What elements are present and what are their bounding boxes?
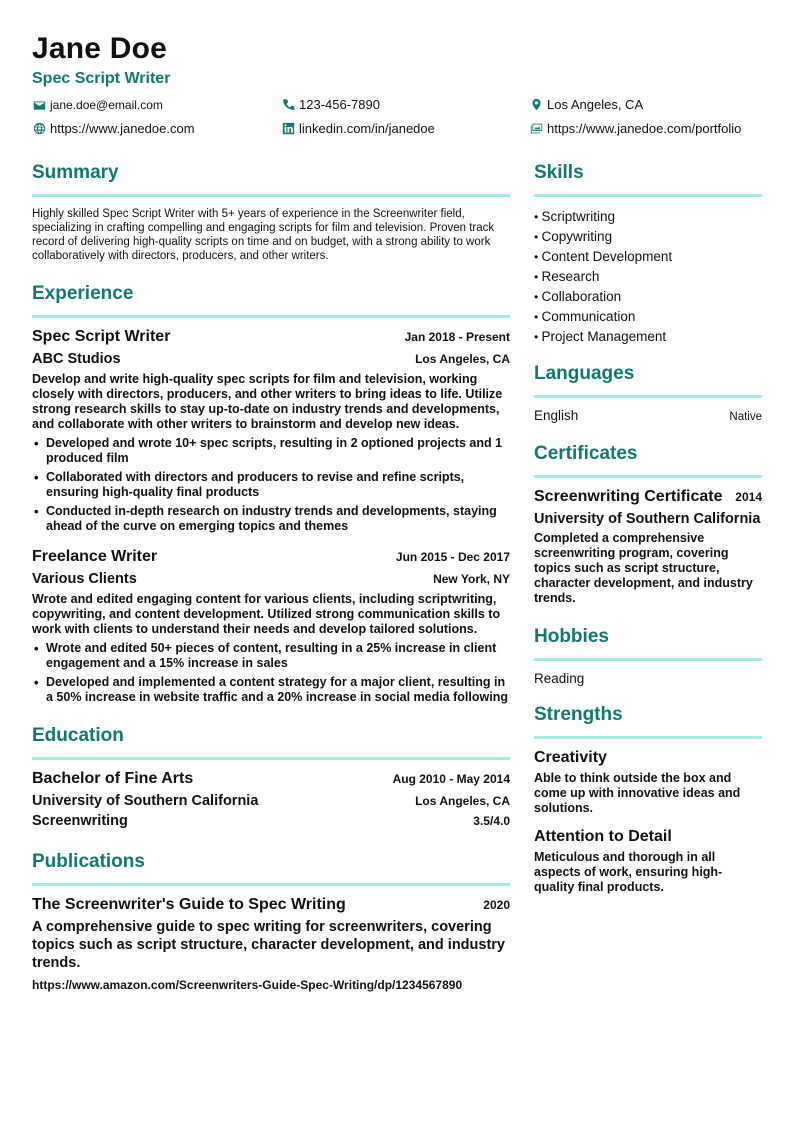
email-icon bbox=[32, 98, 46, 112]
education-heading: Education bbox=[32, 725, 124, 746]
education-section bbox=[32, 723, 510, 829]
location-text: Los Angeles, CA bbox=[547, 97, 644, 112]
school-location: Los Angeles, CA bbox=[415, 794, 510, 808]
job-location: New York, NY bbox=[433, 572, 510, 586]
strength-name: Creativity bbox=[534, 749, 607, 766]
skill-item: • Collaboration bbox=[534, 287, 762, 307]
certificate-description: Completed a comprehensive screenwriting program, covering topics such as script structure, character development, and industry trends. bbox=[534, 531, 753, 605]
certificates-heading: Certificates bbox=[534, 443, 638, 464]
languages-heading: Languages bbox=[534, 363, 635, 384]
strength-name: Attention to Detail bbox=[534, 828, 672, 845]
achievement-item: • Wrote and edited 50+ pieces of content, resulting in a 25% increase in client engagement and a 15% increase in sales bbox=[32, 641, 510, 671]
publications-heading: Publications bbox=[32, 851, 145, 872]
skills-section bbox=[534, 160, 762, 347]
job-location: Los Angeles, CA bbox=[415, 352, 510, 366]
publications-section bbox=[32, 849, 510, 992]
skill-item: • Research bbox=[534, 267, 762, 287]
section-divider bbox=[32, 315, 510, 318]
job-achievements bbox=[32, 641, 510, 705]
field-of-study: Screenwriting bbox=[32, 813, 128, 829]
degree-name: Bachelor of Fine Arts bbox=[32, 770, 194, 787]
sidebar-column bbox=[534, 160, 762, 895]
job-description: Develop and write high-quality spec scripts for film and television, working closely with directors, producers, and other writers to bring ideas to life. Utilize strong research skills to stay up-to-date on industry trends and developments, and collaborate with other writers to brainstorm and develop new ideas. bbox=[32, 372, 503, 431]
email-text: jane.doe@email.com bbox=[50, 98, 163, 112]
contact-linkedin[interactable] bbox=[281, 121, 435, 136]
skill-item: • Copywriting bbox=[534, 227, 762, 247]
candidate-title: Spec Script Writer bbox=[32, 70, 171, 87]
publication-year: 2020 bbox=[483, 898, 510, 912]
linkedin-link: linkedin.com/in/janedoe bbox=[299, 121, 435, 136]
summary-section bbox=[32, 160, 510, 263]
portfolio-icon bbox=[529, 122, 543, 136]
hobbies-heading: Hobbies bbox=[534, 626, 609, 647]
summary-heading: Summary bbox=[32, 162, 119, 183]
hobbies-section bbox=[534, 624, 762, 686]
company-name: Various Clients bbox=[32, 571, 137, 587]
candidate-name: Jane Doe bbox=[32, 32, 167, 65]
skill-item: • Communication bbox=[534, 307, 762, 327]
language-level: Native bbox=[729, 411, 762, 423]
certificates-section bbox=[534, 441, 762, 606]
linkedin-icon bbox=[281, 122, 295, 136]
phone-icon bbox=[281, 98, 295, 112]
skill-item: • Project Management bbox=[534, 327, 762, 347]
achievement-item: • Developed and implemented a content strategy for a major client, resulting in a 50% increase in website traffic and a 20% increase in social media following bbox=[32, 675, 510, 705]
globe-icon bbox=[32, 122, 46, 136]
gpa: 3.5/4.0 bbox=[473, 814, 510, 828]
portfolio-link: https://www.janedoe.com/portfolio bbox=[547, 121, 742, 136]
language-name: English bbox=[534, 408, 579, 423]
website-link: https://www.janedoe.com bbox=[50, 121, 195, 136]
section-divider bbox=[534, 658, 762, 661]
strengths-section bbox=[534, 702, 762, 895]
job-dates: Jan 2018 - Present bbox=[404, 330, 510, 344]
experience-heading: Experience bbox=[32, 283, 134, 304]
section-divider bbox=[32, 757, 510, 760]
main-column bbox=[32, 160, 510, 992]
skill-item: • Content Development bbox=[534, 247, 762, 267]
contact-phone[interactable] bbox=[281, 97, 380, 112]
certificate-issuer: University of Southern California bbox=[534, 511, 761, 527]
education-dates: Aug 2010 - May 2014 bbox=[392, 772, 510, 786]
strength-description: Meticulous and thorough in all aspects of work, ensuring high-quality final products. bbox=[534, 850, 723, 894]
section-divider bbox=[32, 194, 510, 197]
job-title: Freelance Writer bbox=[32, 548, 158, 565]
hobby-item: Reading bbox=[534, 671, 585, 686]
contact-email[interactable] bbox=[32, 98, 163, 112]
location-pin-icon bbox=[529, 98, 543, 112]
section-divider bbox=[534, 395, 762, 398]
languages-section bbox=[534, 361, 762, 423]
company-name: ABC Studios bbox=[32, 351, 121, 367]
strength-entry bbox=[534, 749, 762, 816]
school-name: University of Southern California bbox=[32, 793, 259, 809]
publication-link[interactable]: https://www.amazon.com/Screenwriters-Guide-Spec-Writing/dp/1234567890 bbox=[32, 978, 463, 992]
achievement-item: • Developed and wrote 10+ spec scripts, resulting in 2 optioned projects and 1 produced film bbox=[32, 436, 510, 466]
achievement-item: • Conducted in-depth research on industry trends and developments, staying ahead of the curve on emerging topics and themes bbox=[32, 504, 510, 534]
job-achievements bbox=[32, 436, 510, 534]
contact-website[interactable] bbox=[32, 121, 195, 136]
section-divider bbox=[32, 883, 510, 886]
strengths-heading: Strengths bbox=[534, 704, 623, 725]
strength-entry bbox=[534, 828, 762, 895]
experience-entry bbox=[32, 328, 510, 534]
experience-entry bbox=[32, 548, 510, 705]
contact-location bbox=[529, 97, 643, 112]
strength-description: Able to think outside the box and come up with innovative ideas and solutions. bbox=[534, 771, 741, 815]
publication-description: A comprehensive guide to spec writing for screenwriters, covering topics such as script structure, character development, and industry trends. bbox=[32, 919, 505, 971]
skills-heading: Skills bbox=[534, 162, 584, 183]
job-title: Spec Script Writer bbox=[32, 328, 171, 345]
contact-portfolio[interactable] bbox=[529, 121, 741, 136]
summary-text: Highly skilled Spec Script Writer with 5+ years of experience in the Screenwriter field, specializing in crafting compelling and engaging scripts for film and television. Proven track record of delivering high-quality scripts on time and on budget, with a strong ability to work collaboratively with directors, producers, and other writers. bbox=[32, 208, 495, 262]
job-description: Wrote and edited engaging content for various clients, including scriptwriting, copywriting, and content development. Utilized strong communication skills to work with clients to understand their needs and develop tailored solutions. bbox=[32, 592, 501, 636]
section-divider bbox=[534, 194, 762, 197]
certificate-name: Screenwriting Certificate bbox=[534, 488, 723, 505]
certificate-year: 2014 bbox=[735, 490, 762, 504]
phone-text: 123-456-7890 bbox=[299, 97, 380, 112]
skill-item: • Scriptwriting bbox=[534, 207, 762, 227]
achievement-item: • Collaborated with directors and producers to revise and refine scripts, ensuring high-quality final products bbox=[32, 470, 510, 500]
section-divider bbox=[534, 475, 762, 478]
section-divider bbox=[534, 736, 762, 739]
job-dates: Jun 2015 - Dec 2017 bbox=[395, 550, 510, 564]
experience-section bbox=[32, 281, 510, 705]
publication-title: The Screenwriter's Guide to Spec Writing bbox=[32, 896, 346, 913]
